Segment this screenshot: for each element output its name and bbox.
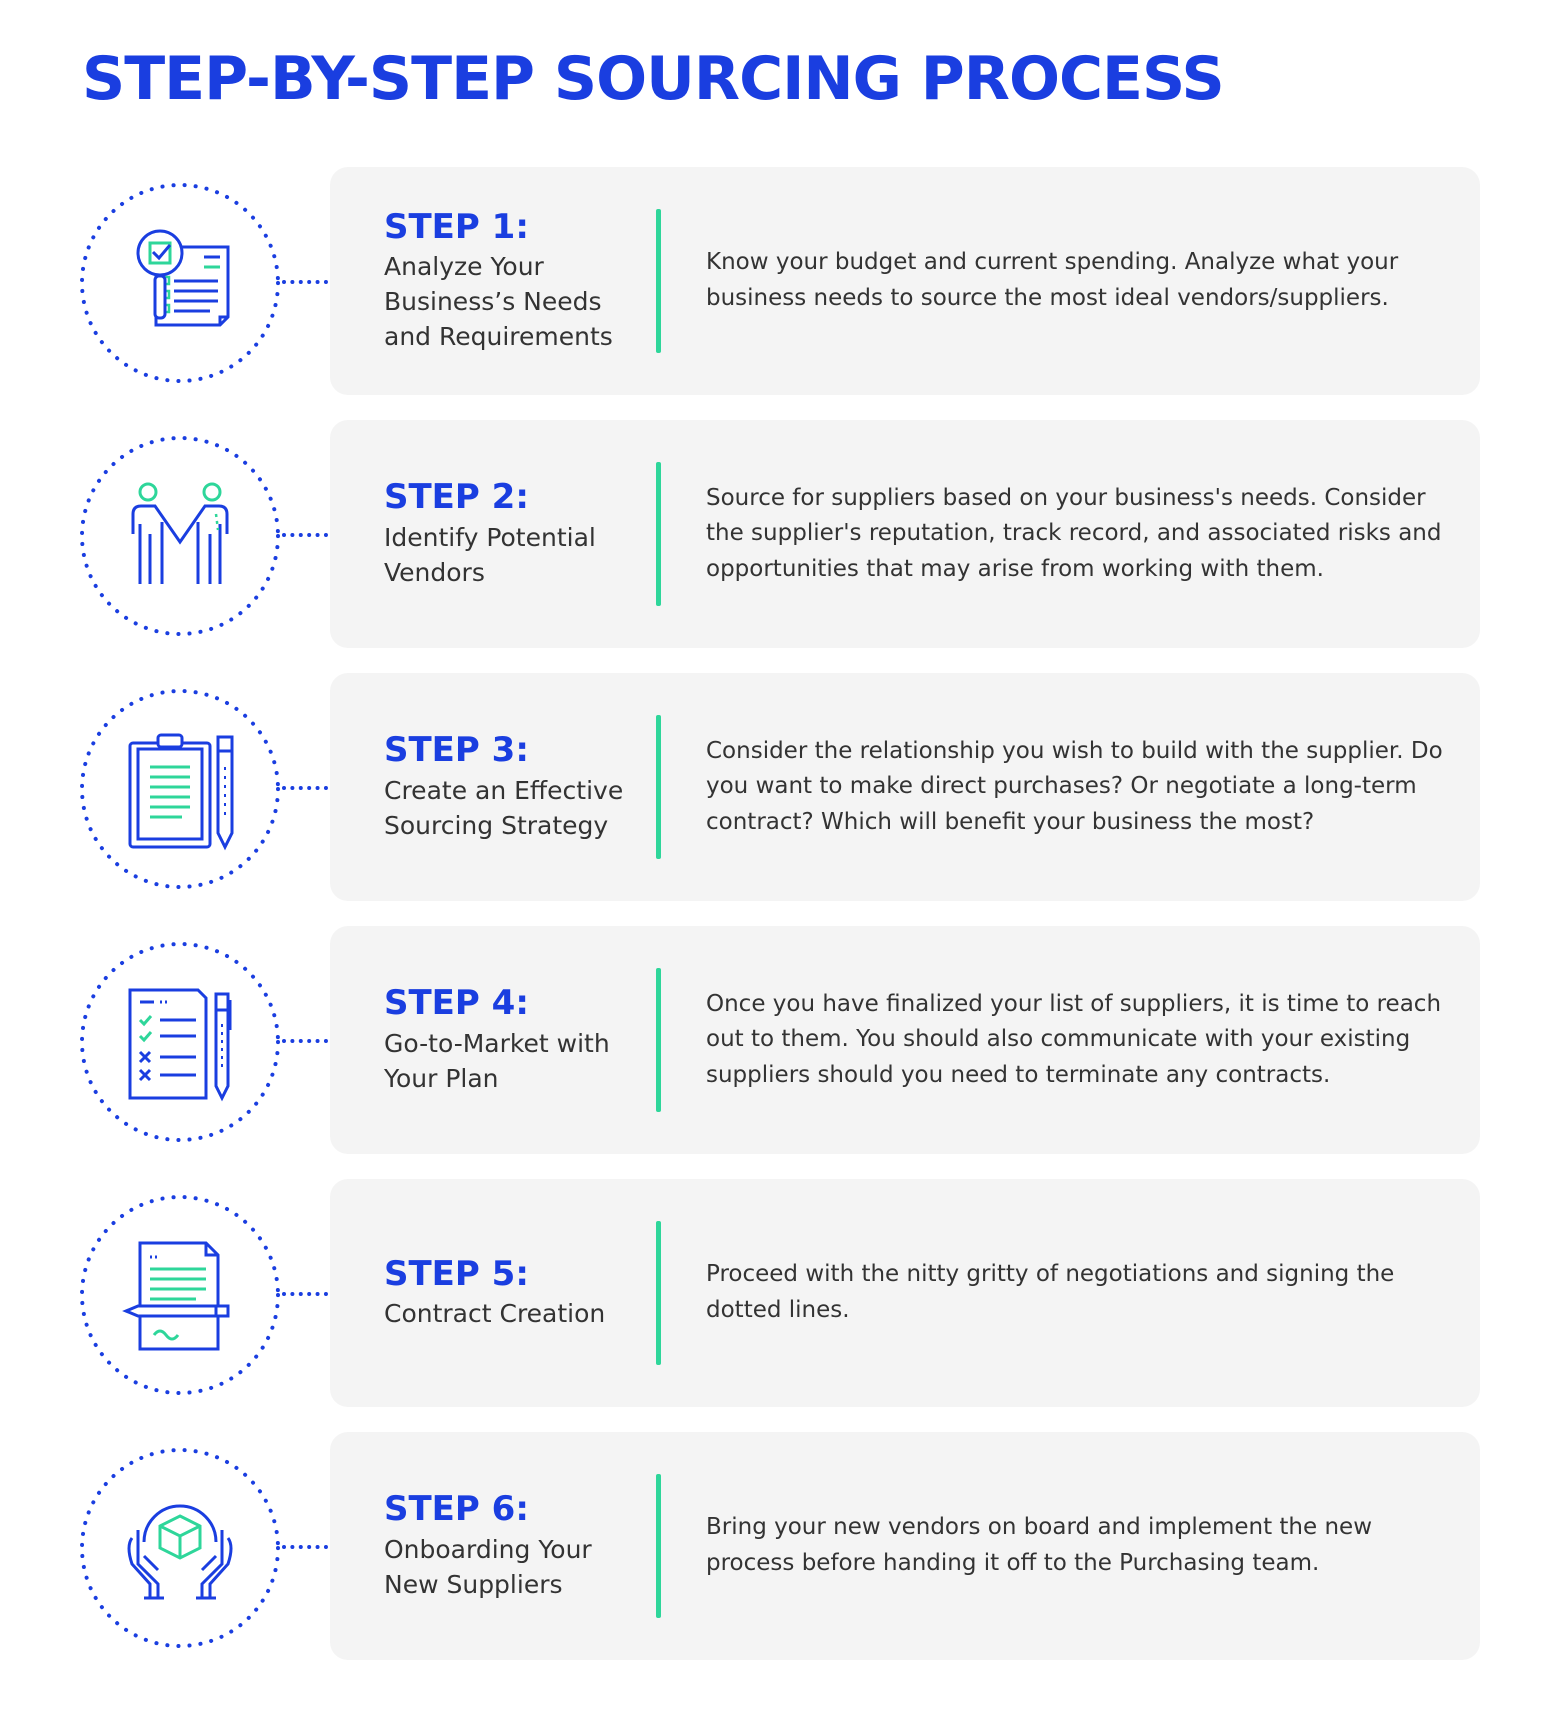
step-card-2 bbox=[330, 420, 1480, 648]
step-description: Know your budget and current spending. Analyze what your business needs to source the most ideal vendors/suppliers. bbox=[706, 249, 1399, 311]
step-title: Analyze Your Business’s Needs and Requirements bbox=[384, 252, 613, 352]
connector-line bbox=[282, 1039, 328, 1043]
step-row-1 bbox=[0, 167, 1545, 395]
step-number: STEP 3: bbox=[384, 730, 529, 771]
step-number: STEP 6: bbox=[384, 1489, 529, 1530]
step-description: Bring your new vendors on board and implement the new process before handing it off to the Purchasing team. bbox=[706, 1514, 1373, 1576]
hands-box-icon bbox=[78, 1446, 282, 1650]
step-number: STEP 1: bbox=[384, 206, 529, 247]
step-card-4 bbox=[330, 926, 1480, 1154]
connector-line bbox=[282, 1545, 328, 1549]
step-description: Source for suppliers based on your business's needs. Consider the supplier's reputation, track record, and associated risks and opportunities that may arise from working with them. bbox=[706, 484, 1442, 582]
divider bbox=[656, 462, 661, 606]
connector-line bbox=[282, 280, 328, 284]
connector-line bbox=[282, 533, 328, 537]
magnifier-document-icon bbox=[78, 181, 282, 385]
connector-line bbox=[282, 786, 328, 790]
divider bbox=[656, 715, 661, 859]
step-number: STEP 4: bbox=[384, 983, 529, 1024]
checklist-pen-icon bbox=[78, 940, 282, 1144]
step-card-5 bbox=[330, 1179, 1480, 1407]
page-title: STEP-BY-STEP SOURCING PROCESS bbox=[82, 44, 1224, 114]
divider bbox=[656, 968, 661, 1112]
step-row-4 bbox=[0, 926, 1545, 1154]
step-row-6 bbox=[0, 1432, 1545, 1660]
step-number: STEP 5: bbox=[384, 1253, 529, 1294]
step-card-6 bbox=[330, 1432, 1480, 1660]
step-title: Go-to-Market with Your Plan bbox=[384, 1028, 610, 1093]
step-card-1 bbox=[330, 167, 1480, 395]
divider bbox=[656, 209, 661, 353]
step-row-2 bbox=[0, 420, 1545, 648]
step-description: Proceed with the nitty gritty of negotiations and signing the dotted lines. bbox=[706, 1261, 1395, 1323]
step-description: Consider the relationship you wish to build with the supplier. Do you want to make direct purchases? Or negotiate a long-term contract? Which will benefit your business the most? bbox=[706, 737, 1443, 835]
step-number: STEP 2: bbox=[384, 477, 529, 518]
divider bbox=[656, 1221, 661, 1365]
step-row-3 bbox=[0, 673, 1545, 901]
step-title: Contract Creation bbox=[384, 1299, 606, 1329]
step-row-5 bbox=[0, 1179, 1545, 1407]
handshake-people-icon bbox=[78, 434, 282, 638]
step-title: Identify Potential Vendors bbox=[384, 522, 596, 587]
connector-line bbox=[282, 1292, 328, 1296]
step-description: Once you have finalized your list of suppliers, it is time to reach out to them. You should also communicate with your existing suppliers should you need to terminate any contracts. bbox=[706, 990, 1442, 1088]
contract-pen-icon bbox=[78, 1193, 282, 1397]
clipboard-pen-icon bbox=[78, 687, 282, 891]
divider bbox=[656, 1474, 661, 1618]
step-card-3 bbox=[330, 673, 1480, 901]
step-title: Create an Effective Sourcing Strategy bbox=[384, 775, 624, 840]
step-title: Onboarding Your New Suppliers bbox=[384, 1534, 592, 1599]
